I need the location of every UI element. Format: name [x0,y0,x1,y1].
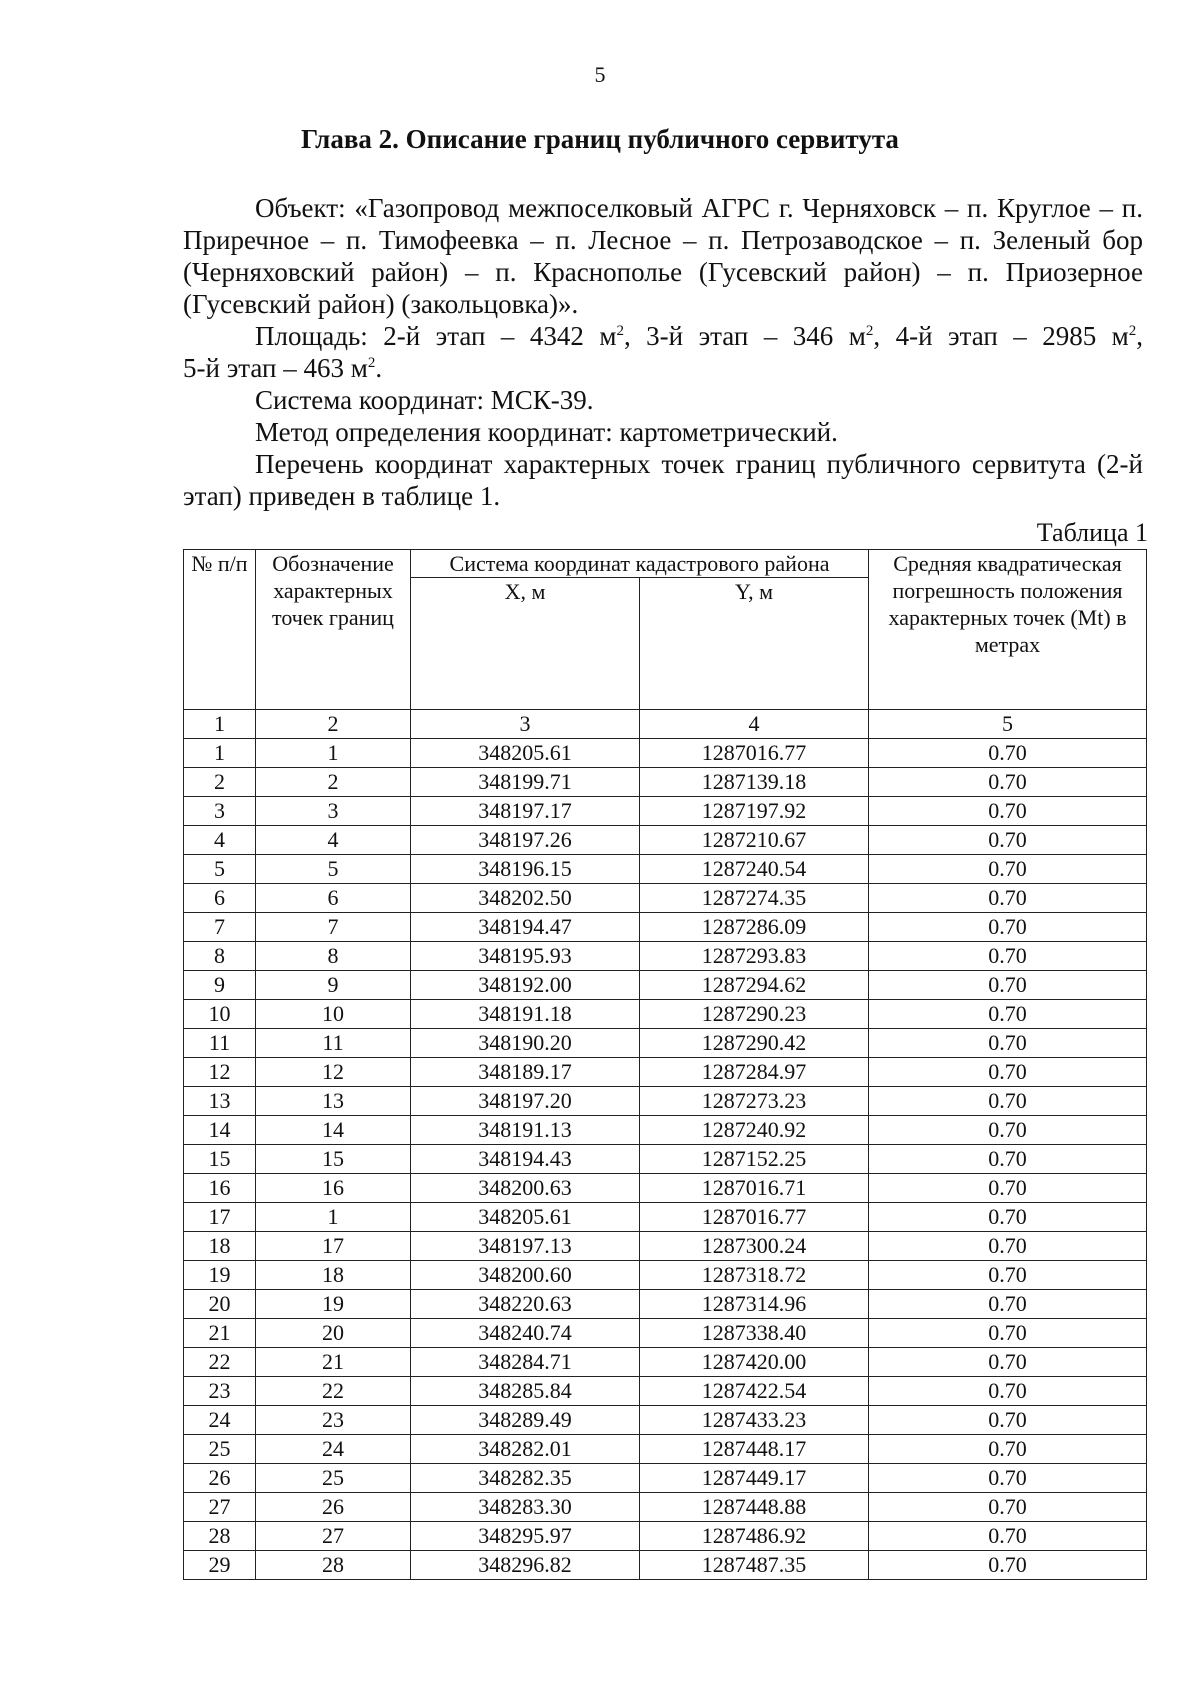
cell-point-designation: 9 [256,971,411,1000]
cell-y: 1287300.24 [640,1232,869,1261]
cell-y: 1287240.92 [640,1116,869,1145]
cell-point-designation: 5 [256,855,411,884]
table-row [184,1290,1147,1319]
area-unit-sup: 2 [367,355,376,371]
cell-y: 1287318.72 [640,1261,869,1290]
cell-y: 1287210.67 [640,826,869,855]
cell-row-number: 21 [184,1319,256,1348]
col-number: 3 [411,710,640,739]
table-row [184,1435,1147,1464]
cell-row-number: 24 [184,1406,256,1435]
cell-point-designation: 19 [256,1290,411,1319]
cell-accuracy: 0.70 [869,768,1147,797]
col-number: 1 [184,710,256,739]
cell-x: 348196.15 [411,855,640,884]
cell-x: 348191.13 [411,1116,640,1145]
area-paragraph [183,320,1143,352]
cell-x: 348197.26 [411,826,640,855]
cell-row-number: 28 [184,1522,256,1551]
cell-row-number: 16 [184,1174,256,1203]
cell-x: 348191.18 [411,1000,640,1029]
table-row [184,1203,1147,1232]
body-text [183,192,1143,512]
area-stage-2: Площадь: 2-й этап – 4342 м [255,321,617,351]
cell-point-designation: 27 [256,1522,411,1551]
cell-point-designation: 25 [256,1464,411,1493]
cell-point-designation: 15 [256,1145,411,1174]
cell-x: 348202.50 [411,884,640,913]
cell-x: 348190.20 [411,1029,640,1058]
table-row [184,1145,1147,1174]
cell-accuracy: 0.70 [869,1203,1147,1232]
cell-point-designation: 1 [256,1203,411,1232]
cell-point-designation: 26 [256,1493,411,1522]
table-caption: Таблица 1 [1036,518,1148,547]
cell-y: 1287274.35 [640,884,869,913]
col-number: 2 [256,710,411,739]
cell-y: 1287293.83 [640,942,869,971]
cell-point-designation: 16 [256,1174,411,1203]
cell-x: 348192.00 [411,971,640,1000]
col-number: 4 [640,710,869,739]
cell-accuracy: 0.70 [869,913,1147,942]
cell-x: 348200.63 [411,1174,640,1203]
cell-y: 1287016.71 [640,1174,869,1203]
cell-y: 1287448.88 [640,1493,869,1522]
cell-x: 348296.82 [411,1551,640,1580]
table-row [184,1087,1147,1116]
cell-row-number: 6 [184,884,256,913]
area-unit-sup: 2 [865,323,874,339]
cell-accuracy: 0.70 [869,739,1147,768]
cell-point-designation: 23 [256,1406,411,1435]
table-row [184,855,1147,884]
cell-x: 348205.61 [411,739,640,768]
cell-accuracy: 0.70 [869,1319,1147,1348]
table-body [184,739,1147,1580]
cell-row-number: 17 [184,1203,256,1232]
cell-x: 348285.84 [411,1377,640,1406]
cell-y: 1287294.62 [640,971,869,1000]
cell-x: 348197.20 [411,1087,640,1116]
table-row [184,1116,1147,1145]
cell-row-number: 7 [184,913,256,942]
cell-accuracy: 0.70 [869,942,1147,971]
header-num: № п/п [184,550,256,710]
table-row [184,971,1147,1000]
cell-accuracy: 0.70 [869,826,1147,855]
cell-y: 1287487.35 [640,1551,869,1580]
cell-row-number: 8 [184,942,256,971]
cell-point-designation: 10 [256,1000,411,1029]
cell-y: 1287422.54 [640,1377,869,1406]
table-row [184,942,1147,971]
cell-y: 1287314.96 [640,1290,869,1319]
cell-accuracy: 0.70 [869,1232,1147,1261]
cell-row-number: 23 [184,1377,256,1406]
cell-row-number: 20 [184,1290,256,1319]
cell-point-designation: 2 [256,768,411,797]
table-row [184,884,1147,913]
cell-accuracy: 0.70 [869,1145,1147,1174]
coordinate-system: Система координат: МСК-39. [255,385,594,415]
cell-row-number: 15 [184,1145,256,1174]
cell-accuracy: 0.70 [869,971,1147,1000]
cell-row-number: 3 [184,797,256,826]
cell-point-designation: 4 [256,826,411,855]
cell-point-designation: 20 [256,1319,411,1348]
cell-x: 348189.17 [411,1058,640,1087]
area-stage-3: , 3-й этап – 346 м [623,321,866,351]
table-row [184,1493,1147,1522]
area-unit-sup: 2 [616,323,624,339]
cell-y: 1287016.77 [640,1203,869,1232]
cell-row-number: 1 [184,739,256,768]
cell-point-designation: 21 [256,1348,411,1377]
cell-point-designation: 8 [256,942,411,971]
cell-accuracy: 0.70 [869,1348,1147,1377]
table-row [184,1406,1147,1435]
cell-y: 1287290.42 [640,1029,869,1058]
cell-accuracy: 0.70 [869,1058,1147,1087]
method-text: Метод определения координат: картометрический. [255,417,838,447]
cell-x: 348194.43 [411,1145,640,1174]
object-paragraph: Объект: «Газопровод межпоселковый АГРС г. Черняховск – п. Круглое – п. Приречное – п. Тимофеевка – п. Лесное – п. Петрозаводское – п. Зеленый бор (Черняховский район) – п. Краснополье (Гусевский район) – п. Приозерное (Гусевский район) (закольцовка)». [183,193,1143,319]
cell-x: 348240.74 [411,1319,640,1348]
cell-x: 348283.30 [411,1493,640,1522]
cell-point-designation: 17 [256,1232,411,1261]
area-paragraph-end [183,352,1143,384]
cell-x: 348284.71 [411,1348,640,1377]
cell-y: 1287273.23 [640,1087,869,1116]
table-row [184,1029,1147,1058]
cell-accuracy: 0.70 [869,1551,1147,1580]
cell-accuracy: 0.70 [869,1464,1147,1493]
cell-point-designation: 18 [256,1261,411,1290]
header-designation: Обозначение характерных точек границ [256,550,411,710]
table-row [184,1232,1147,1261]
cell-accuracy: 0.70 [869,1406,1147,1435]
area-end: . [375,353,383,383]
coordinates-table [183,549,1147,1580]
cell-accuracy: 0.70 [869,1435,1147,1464]
area-stage-5: 5-й этап – 463 м [183,353,368,383]
chapter-title: Глава 2. Описание границ публичного сервитута [301,124,899,154]
cell-row-number: 12 [184,1058,256,1087]
table-header-row [184,550,1147,578]
header-x: X, м [411,578,640,710]
cell-point-designation: 11 [256,1029,411,1058]
cell-row-number: 10 [184,1000,256,1029]
cell-point-designation: 6 [256,884,411,913]
table-row [184,1464,1147,1493]
table-row [184,797,1147,826]
cell-accuracy: 0.70 [869,1261,1147,1290]
cell-y: 1287449.17 [640,1464,869,1493]
cell-row-number: 5 [184,855,256,884]
table-row [184,1377,1147,1406]
cell-row-number: 2 [184,768,256,797]
cell-x: 348197.17 [411,797,640,826]
cell-row-number: 26 [184,1464,256,1493]
cell-row-number: 29 [184,1551,256,1580]
cell-x: 348282.01 [411,1435,640,1464]
cell-row-number: 18 [184,1232,256,1261]
cell-x: 348220.63 [411,1290,640,1319]
header-coordinate-system: Система координат кадастрового района [411,550,869,578]
cell-row-number: 14 [184,1116,256,1145]
cell-accuracy: 0.70 [869,1522,1147,1551]
cell-accuracy: 0.70 [869,884,1147,913]
cell-x: 348199.71 [411,768,640,797]
area-stage-4: , 4-й этап – 2985 м [873,321,1129,351]
cell-accuracy: 0.70 [869,1087,1147,1116]
cell-point-designation: 14 [256,1116,411,1145]
page-number: 5 [594,62,606,87]
cell-y: 1287433.23 [640,1406,869,1435]
cell-x: 348195.93 [411,942,640,971]
col-number: 5 [869,710,1147,739]
cell-y: 1287290.23 [640,1000,869,1029]
table-row [184,768,1147,797]
cell-accuracy: 0.70 [869,1029,1147,1058]
table-row [184,1058,1147,1087]
cell-x: 348289.49 [411,1406,640,1435]
cell-point-designation: 13 [256,1087,411,1116]
cell-accuracy: 0.70 [869,1174,1147,1203]
cell-row-number: 25 [184,1435,256,1464]
cell-x: 348205.61 [411,1203,640,1232]
cell-point-designation: 22 [256,1377,411,1406]
area-separator: , [1136,321,1144,351]
cell-accuracy: 0.70 [869,1116,1147,1145]
cell-x: 348282.35 [411,1464,640,1493]
cell-x: 348194.47 [411,913,640,942]
header-y: Y, м [640,578,869,710]
cell-point-designation: 28 [256,1551,411,1580]
cell-y: 1287448.17 [640,1435,869,1464]
cell-accuracy: 0.70 [869,1377,1147,1406]
table-row [184,1174,1147,1203]
cell-accuracy: 0.70 [869,855,1147,884]
cell-row-number: 9 [184,971,256,1000]
cell-point-designation: 3 [256,797,411,826]
cell-y: 1287016.77 [640,739,869,768]
cell-row-number: 11 [184,1029,256,1058]
table-row [184,1000,1147,1029]
cell-row-number: 13 [184,1087,256,1116]
cell-accuracy: 0.70 [869,1290,1147,1319]
table-row [184,1522,1147,1551]
cell-accuracy: 0.70 [869,1493,1147,1522]
cell-y: 1287284.97 [640,1058,869,1087]
cell-row-number: 19 [184,1261,256,1290]
column-number-row [184,710,1147,739]
cell-y: 1287338.40 [640,1319,869,1348]
cell-y: 1287152.25 [640,1145,869,1174]
cell-row-number: 22 [184,1348,256,1377]
cell-row-number: 4 [184,826,256,855]
cell-x: 348295.97 [411,1522,640,1551]
table-row [184,913,1147,942]
cell-accuracy: 0.70 [869,797,1147,826]
cell-y: 1287286.09 [640,913,869,942]
table-row [184,1348,1147,1377]
cell-y: 1287486.92 [640,1522,869,1551]
cell-accuracy: 0.70 [869,1000,1147,1029]
table-row [184,739,1147,768]
cell-y: 1287139.18 [640,768,869,797]
table-row [184,1319,1147,1348]
cell-point-designation: 24 [256,1435,411,1464]
cell-point-designation: 7 [256,913,411,942]
cell-row-number: 27 [184,1493,256,1522]
header-accuracy: Средняя квадратическая погрешность положения характерных точек (Mt) в метрах [869,550,1147,710]
cell-y: 1287420.00 [640,1348,869,1377]
list-intro: Перечень координат характерных точек границ публичного сервитута (2-й этап) приведен в таблице 1. [183,449,1143,511]
table-row [184,1551,1147,1580]
table-row [184,1261,1147,1290]
table-row [184,826,1147,855]
cell-point-designation: 12 [256,1058,411,1087]
cell-y: 1287197.92 [640,797,869,826]
cell-y: 1287240.54 [640,855,869,884]
area-unit-sup: 2 [1128,323,1137,339]
cell-x: 348200.60 [411,1261,640,1290]
cell-x: 348197.13 [411,1232,640,1261]
cell-point-designation: 1 [256,739,411,768]
